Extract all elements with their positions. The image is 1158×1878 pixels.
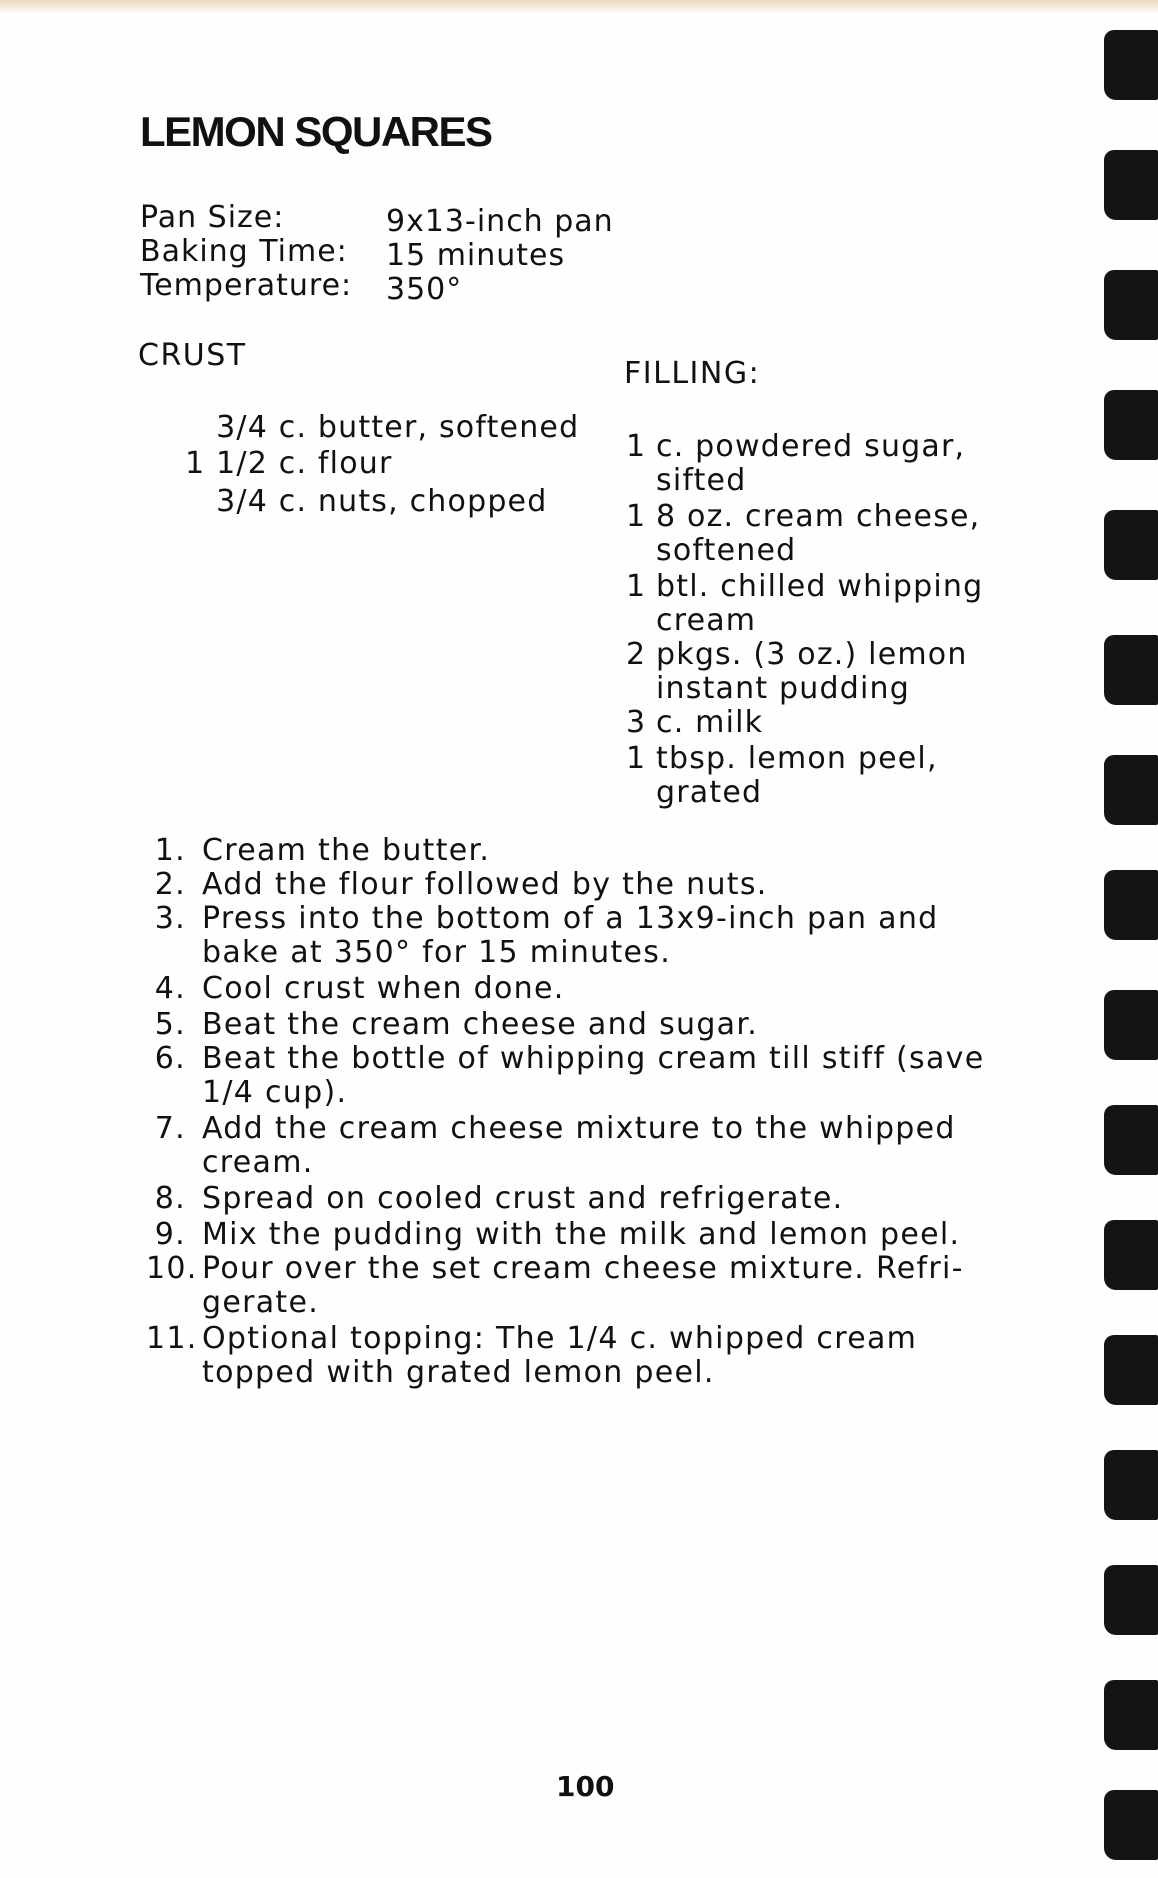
crust-ingredient [138,446,393,481]
meta-label: Pan Size: [140,200,285,235]
ingredient-text: tbsp. lemon peel, grated [656,741,938,810]
crust-ingredient [138,484,547,519]
step-text: Add the cream cheese mixture to the whipped cream. [202,1111,956,1180]
binding-ring [1104,635,1158,705]
step-number: 4. [154,971,186,1006]
page-number: 100 [556,1770,615,1803]
ingredient-qty: 1 [626,569,647,604]
page-top-edge [0,0,1158,14]
step-text: Mix the pudding with the milk and lemon peel. [202,1217,961,1252]
ingredient-text: c. nuts, chopped [278,484,548,519]
binding-ring [1104,270,1158,340]
step-number: 10. [146,1251,198,1286]
binding-ring [1104,510,1158,580]
ingredient-qty: 1 1/2 [185,446,268,481]
ingredient-text: c. powdered sugar, sifted [656,429,966,498]
step-text: Add the flour followed by the nuts. [202,867,768,902]
step-text: Beat the bottle of whipping cream till stiff (save 1/4 cup). [202,1041,985,1110]
binding-ring [1104,870,1158,940]
ingredient-text: btl. chilled whipping cream [656,569,984,638]
spiral-binding [1104,20,1158,1878]
step-text: Optional topping: The 1/4 c. whipped cream topped with grated lemon peel. [202,1321,918,1390]
meta-value: 9x13-inch pan [386,204,614,239]
binding-ring [1104,1220,1158,1290]
meta-label: Baking Time: [140,234,348,269]
step-number: 1. [154,833,186,868]
binding-ring [1104,1680,1158,1750]
ingredient-text: c. milk [656,705,764,740]
binding-ring [1104,990,1158,1060]
binding-ring [1104,1105,1158,1175]
recipe-title: LEMON SQUARES [140,108,492,155]
ingredient-qty: 3/4 [216,410,268,445]
ingredient-qty: 1 [626,499,647,534]
step-number: 6. [154,1041,186,1076]
meta-value: 350° [386,272,463,307]
binding-ring [1104,1450,1158,1520]
ingredient-text: pkgs. (3 oz.) lemon instant pudding [656,637,968,706]
step-text: Press into the bottom of a 13x9-inch pan and bake at 350° for 15 minutes. [202,901,939,970]
ingredient-text: c. flour [278,446,393,481]
meta-value: 15 minutes [386,238,566,273]
meta-label: Temperature: [140,268,353,303]
binding-ring [1104,1565,1158,1635]
binding-ring [1104,390,1158,460]
step-text: Pour over the set cream cheese mixture. Refri-gerate. [202,1251,964,1320]
binding-ring [1104,1335,1158,1405]
step-number: 8. [154,1181,186,1216]
step-text: Beat the cream cheese and sugar. [202,1007,759,1042]
step-number: 3. [154,901,186,936]
step-number: 11. [146,1321,198,1356]
ingredient-text: c. butter, softened [278,410,580,445]
ingredient-qty: 3 [626,705,647,740]
ingredient-qty: 2 [626,637,647,672]
step-text: Cream the butter. [202,833,491,868]
step-number: 7. [154,1111,186,1146]
step-text: Spread on cooled crust and refrigerate. [202,1181,844,1216]
step-number: 5. [154,1007,186,1042]
crust-heading: CRUST [138,338,247,373]
ingredient-text: 8 oz. cream cheese, softened [656,499,981,568]
ingredient-qty: 3/4 [216,484,268,519]
ingredient-qty: 1 [626,741,647,776]
filling-heading: FILLING: [624,356,761,391]
step-number: 9. [154,1217,186,1252]
ingredient-qty: 1 [626,429,647,464]
step-number: 2. [154,867,186,902]
crust-ingredient [138,410,579,445]
binding-ring [1104,755,1158,825]
binding-ring [1104,30,1158,100]
step-text: Cool crust when done. [202,971,565,1006]
binding-ring [1104,150,1158,220]
binding-ring [1104,1790,1158,1860]
